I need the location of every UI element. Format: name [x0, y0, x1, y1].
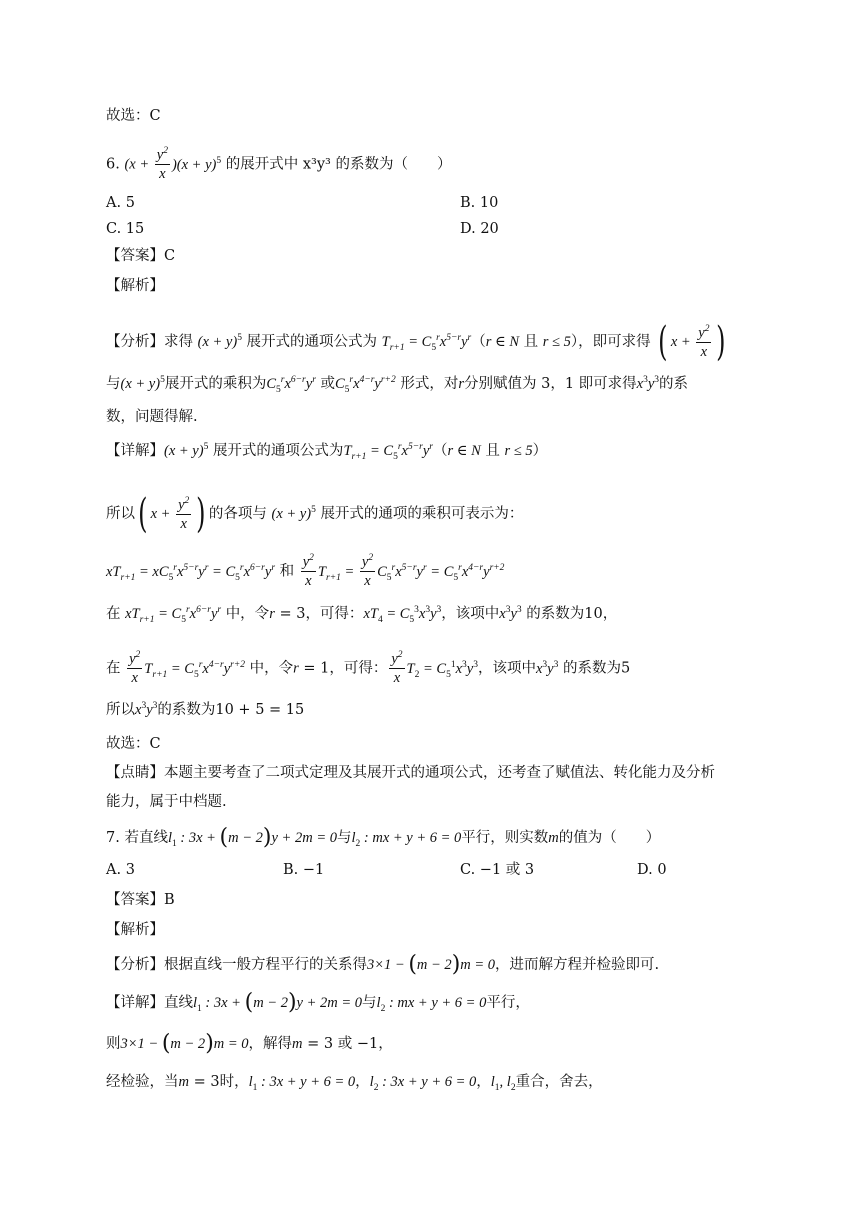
option-a: A. 5 [106, 195, 135, 211]
q7-option-a: A. 3 [106, 862, 135, 878]
xiangjie-line-5: 在 $\frac{y^2}{x}$ $T_{r+1} = C_5^rx^{4-r}y^{r+2}$ 中，令r = 1，可得： $\frac{y^2}{x}$ $T_2 = C_5^1x^3y^3$，该项中$x^3y^3$ 的系数为5 [106, 650, 631, 686]
q7-answer-tag: 【答案】B [106, 892, 175, 908]
option-b: B. 10 [460, 195, 499, 211]
fenxi-line-3: 数，问题得解. [106, 409, 198, 425]
question-6-stem: 6. (x + $\frac{y^2}{x}$ )$(x + y)^5$ 的展开式中 x³y³ 的系数为（ ） [106, 146, 452, 182]
stem-text: 的展开式中 x³y³ 的系数为（ ） [225, 156, 452, 173]
answer-tag: 【答案】C [106, 248, 176, 264]
xiangjie-line-4: 在 $xT_{r+1} = C_5^rx^{6-r}y^r$ 中，令r = 3，可得：$xT_4 = C_5^3x^3y^3$，该项中$x^3y^3$ 的系数为10， [106, 605, 618, 625]
question-number: 6. [106, 156, 120, 173]
q7-analysis-tag: 【解析】 [106, 922, 164, 938]
q7-xiangjie-line-2: 则3×1 − (m − 2)m = 0，解得m = 3 或 −1， [106, 1031, 393, 1056]
xiangjie-line-1: 【详解】$(x + y)^5$ 展开式的通项公式为$T_{r+1} = C_5^rx^{5-r}y^r(r$ ∈ N 且 r ≤ 5） [106, 442, 548, 462]
xiangjie-line-2: 所以( x + $\frac{y^2}{x}$ ) 的各项与 $(x + y)^5$ 展开式的通项的乘积可表示为： [106, 491, 524, 537]
xiangjie-line-6: 所以$x^3y^3$的系数为10 + 5 = 15 [106, 701, 305, 718]
q7-xiangjie-line-1: 【详解】直线$l_1$ : 3x + (m − 2)y + 2m = 0与$l_2$ : mx + y + 6 = 0平行， [106, 990, 530, 1015]
q7-option-d: D. 0 [637, 862, 667, 878]
xiangjie-line-3: $xT_{r+1} = xC_5^rx^{5-r}y^r = C_5^rx^{6-r}y^r$ 和 $\frac{y^2}{x}$ $T_{r+1}$ = $\frac{y^2}{x}$ $C_5^rx^{5-r}y^r = C_5^rx^{4-r}y^{r+2}$ [106, 553, 505, 589]
q7-fenxi-line: 【分析】根据直线一般方程平行的关系得3×1 − (m − 2)m = 0，进而解方程并检验即可. [106, 952, 660, 977]
q7-option-c: C. −1 或 3 [460, 862, 535, 878]
final-answer: 故选：C [106, 736, 161, 752]
option-d: D. 20 [460, 221, 499, 237]
question-7-stem: 7. 若直线$l_1$ : 3x + (m − 2)y + 2m = 0与$l_2$ : mx + y + 6 = 0平行，则实数m的值为（ ） [106, 825, 661, 850]
q7-option-b: B. −1 [283, 862, 325, 878]
option-c: C. 15 [106, 221, 145, 237]
prev-answer-line: 故选：C [106, 108, 161, 124]
dianjing-line-2: 能力，属于中档题. [106, 794, 227, 810]
dianjing-line-1: 【点睛】本题主要考查了二项式定理及其展开式的通项公式，还考查了赋值法、转化能力及分析 [106, 765, 715, 781]
fenxi-line-1: 【分析】求得 $(x + y)^5$ 展开式的通项公式为 $T_{r+1} = C_5^rx^{5-r}y^r(r$ ∈ N 且 r ≤ 5），即可求得 ( x + $\frac{y^2}{x}$ ) [106, 319, 726, 365]
fenxi-line-2: 与$(x + y)^5$展开式的乘积为$C_5^rx^{6-r}y^r$ 或$C_5^rx^{4-r}y^{r+2}$ 形式，对r分别赋值为 3，1 即可求得$x^3y^3$的系 [106, 375, 689, 395]
analysis-tag: 【解析】 [106, 278, 164, 294]
q7-xiangjie-line-3: 经检验，当m = 3时，$l_1$ : 3x + y + 6 = 0，$l_2$ : 3x + y + 6 = 0，$l_1$, $l_2$重合，舍去， [106, 1074, 603, 1093]
